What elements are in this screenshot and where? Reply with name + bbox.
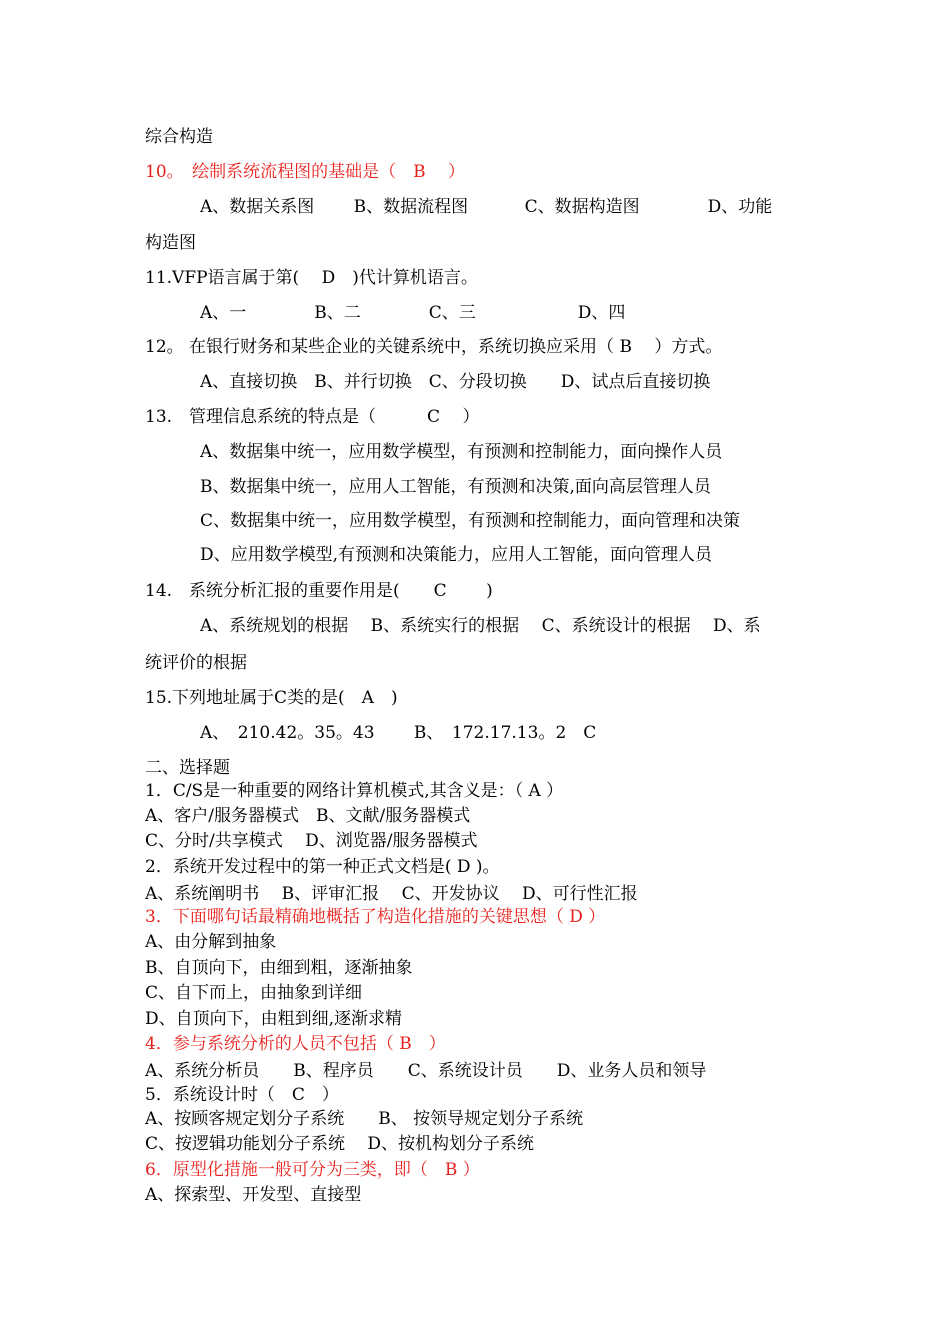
question-13-option-b: B、数据集中统一，应用人工智能，有预测和决策,面向高层管理人员 [200,477,711,497]
choice-question-6-option-a: A、探索型、开发型、直接型 [145,1185,362,1205]
choice-question-4-options: A、系统分析员 B、程序员 C、系统设计员 D、业务人员和领导 [145,1061,707,1081]
choice-question-5-options-cd: C、按逻辑功能划分子系统 D、按机构划分子系统 [145,1134,535,1154]
choice-question-5-options-ab: A、按顾客规定划分子系统 B、 按领导规定划分子系统 [145,1109,584,1129]
choice-question-2-options: A、系统阐明书 B、评审汇报 C、开发协议 D、可行性汇报 [145,884,638,904]
text-line-synthesis: 综合构造 [145,127,213,147]
section-heading-choice: 二、选择题 [145,758,230,778]
choice-question-6: 6．原型化措施一般可分为三类，即（ B ） [145,1160,480,1180]
choice-question-5: 5．系统设计时（ C ） [145,1085,339,1105]
question-12-options: A、直接切换 B、并行切换 C、分段切换 D、试点后直接切换 [200,372,711,392]
question-10: 10。 绘制系统流程图的基础是（ B ） [145,162,466,182]
choice-question-1-options-ab: A、客户/服务器模式 B、文献/服务器模式 [145,806,471,826]
question-14: 14. 系统分析汇报的重要作用是( C ) [145,581,493,601]
question-13-option-c: C、数据集中统一，应用数学模型，有预测和控制能力，面向管理和决策 [200,511,741,531]
choice-question-3-option-c: C、自下而上，由抽象到详细 [145,983,363,1003]
choice-question-3-option-d: D、自顶向下，由粗到细,逐渐求精 [145,1009,403,1029]
choice-question-2: 2．系统开发过程中的第一种正式文档是( D )。 [145,857,500,877]
question-12: 12。 在银行财务和某些企业的关键系统中，系统切换应采用（ B ）方式。 [145,337,723,357]
question-15-options: A、 210.42。35。43 B、 172.17.13。2 C [200,723,597,743]
question-15: 15.下列地址属于C类的是( A ) [145,688,398,708]
question-11: 11.VFP语言属于第( D )代计算机语言。 [145,268,478,288]
question-13: 13. 管理信息系统的特点是（ C ） [145,407,480,427]
choice-question-4: 4．参与系统分析的人员不包括（ B ） [145,1034,446,1054]
question-13-option-a: A、数据集中统一，应用数学模型，有预测和控制能力，面向操作人员 [200,442,723,462]
choice-question-1-options-cd: C、分时/共享模式 D、浏览器/服务器模式 [145,831,478,851]
question-13-option-d: D、应用数学模型,有预测和决策能力，应用人工智能，面向管理人员 [200,545,713,565]
choice-question-1: 1．C/S是一种重要的网络计算机模式,其含义是：（ A ） [145,781,564,801]
question-14-options-continued: 统评价的根据 [145,653,247,673]
question-14-options: A、系统规划的根据 B、系统实行的根据 C、系统设计的根据 D、系 [200,616,761,636]
question-11-options: A、一 B、二 C、三 D、四 [200,303,626,323]
choice-question-3-option-a: A、由分解到抽象 [145,932,277,952]
choice-question-3: 3．下面哪句话最精确地概括了构造化措施的关键思想（ D ） [145,907,606,927]
question-10-options: A、数据关系图 B、数据流程图 C、数据构造图 D、功能 [200,197,773,217]
choice-question-3-option-b: B、自顶向下，由细到粗，逐渐抽象 [145,958,413,978]
question-10-options-continued: 构造图 [145,233,196,253]
